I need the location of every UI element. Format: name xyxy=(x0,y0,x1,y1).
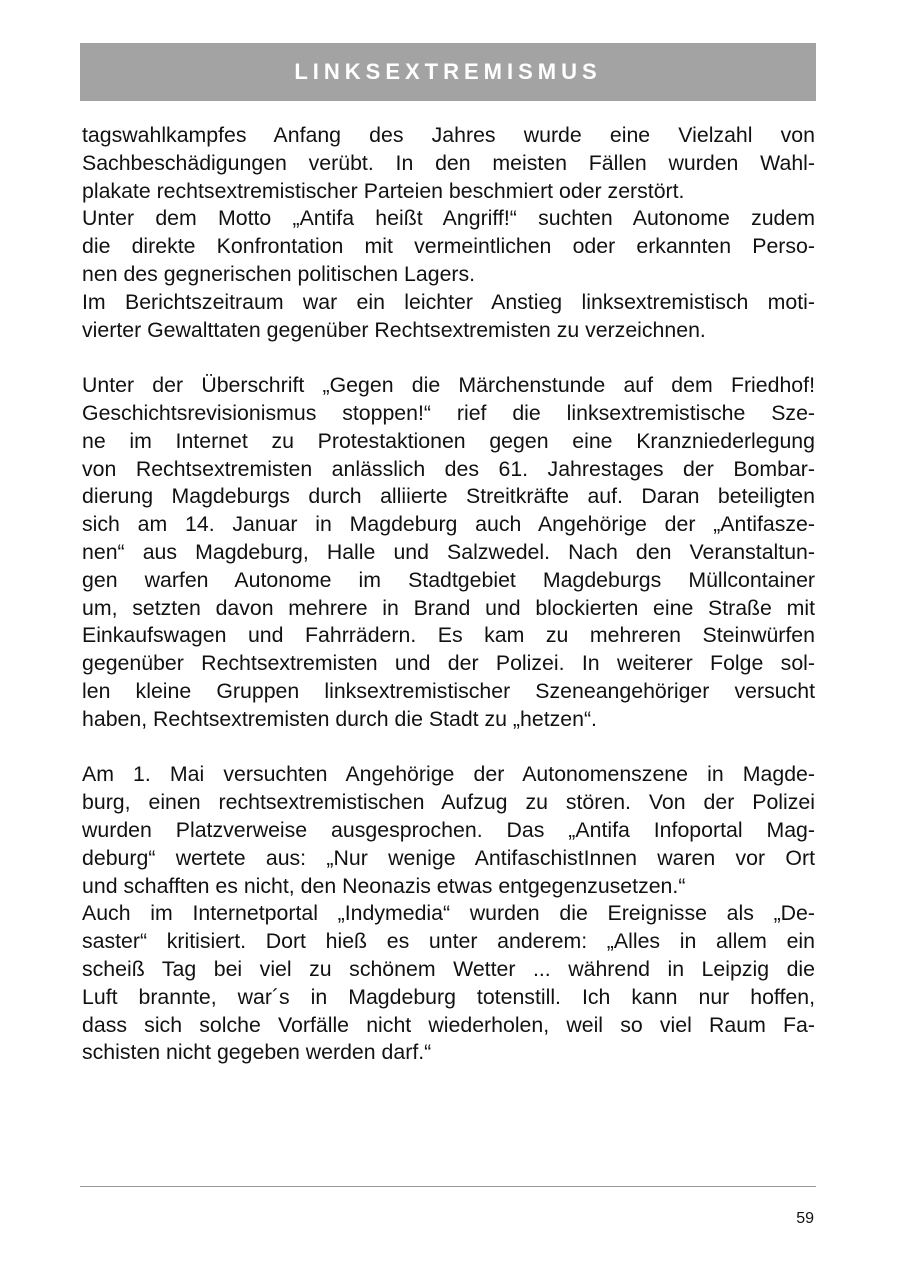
text-line: len kleine Gruppen linksextremistischer Szeneangehöriger versucht xyxy=(82,678,815,703)
text-line: dass sich solche Vorfälle nicht wiederholen, weil so viel Raum Fa- xyxy=(82,1012,815,1037)
text-line: Unter dem Motto „Antifa heißt Angriff!“ suchten Autonome zudem xyxy=(82,206,815,231)
text-line: Am 1. Mai versuchten Angehörige der Autonomenszene in Magde- xyxy=(82,762,815,787)
text-line: deburg“ wertete aus: „Nur wenige AntifaschistInnen waren vor Ort xyxy=(82,845,815,870)
text-line: um, setzten davon mehrere in Brand und blockierten eine Straße mit xyxy=(82,595,815,620)
body-text xyxy=(82,122,815,1067)
paragraph-gap xyxy=(82,344,815,372)
text-line: und schafften es nicht, den Neonazis etwas entgegenzusetzen.“ xyxy=(82,873,686,898)
text-line: schisten nicht gegeben werden darf.“ xyxy=(82,1040,432,1065)
text-line: dierung Magdeburgs durch alliierte Streitkräfte auf. Daran beteiligten xyxy=(82,484,815,509)
text-line: nen des gegnerischen politischen Lagers. xyxy=(82,261,476,286)
text-line: wurden Platzverweise ausgesprochen. Das „Antifa Infoportal Mag- xyxy=(82,817,815,842)
text-line: Geschichtsrevisionismus stoppen!“ rief die linksextremistische Sze- xyxy=(82,400,815,425)
section-header xyxy=(80,43,816,101)
text-line: sich am 14. Januar in Magdeburg auch Angehörige der „Antifasze- xyxy=(82,512,815,537)
text-line: scheiß Tag bei viel zu schönem Wetter ... während in Leipzig die xyxy=(82,956,815,981)
text-line: Luft brannte, war´s in Magdeburg totenstill. Ich kann nur hoffen, xyxy=(82,984,815,1009)
paragraph xyxy=(82,122,815,344)
text-line: Sachbeschädigungen verübt. In den meisten Fällen wurden Wahl- xyxy=(82,150,815,175)
text-line: Unter der Überschrift „Gegen die Märchenstunde auf dem Friedhof! xyxy=(82,373,815,398)
text-line: die direkte Konfrontation mit vermeintlichen oder erkannten Perso- xyxy=(82,234,815,259)
footer-divider xyxy=(80,1186,816,1187)
page-number: 59 xyxy=(796,1210,814,1227)
text-line: nen“ aus Magdeburg, Halle und Salzwedel. Nach den Veranstaltun- xyxy=(82,539,815,564)
paragraph-gap xyxy=(82,734,815,762)
text-line: Im Berichtszeitraum war ein leichter Anstieg linksextremistisch moti- xyxy=(82,289,815,314)
text-line: gen warfen Autonome im Stadtgebiet Magdeburgs Müllcontainer xyxy=(82,567,815,592)
text-line: gegenüber Rechtsextremisten und der Polizei. In weiterer Folge sol- xyxy=(82,651,815,676)
text-line: saster“ kritisiert. Dort hieß es unter anderem: „Alles in allem ein xyxy=(82,929,815,954)
text-line: Einkaufswagen und Fahrrädern. Es kam zu mehreren Steinwürfen xyxy=(82,623,815,648)
paragraph xyxy=(82,372,815,733)
text-line: von Rechtsextremisten anlässlich des 61. Jahrestages der Bombar- xyxy=(82,456,815,481)
text-line: plakate rechtsextremistischer Parteien beschmiert oder zerstört. xyxy=(82,178,685,203)
text-line: burg, einen rechtsextremistischen Aufzug zu stören. Von der Polizei xyxy=(82,790,815,815)
text-line: haben, Rechtsextremisten durch die Stadt zu „hetzen“. xyxy=(82,706,597,731)
paragraph xyxy=(82,761,815,1067)
text-line: tagswahlkampfes Anfang des Jahres wurde eine Vielzahl von xyxy=(82,123,815,147)
text-line: Auch im Internetportal „Indymedia“ wurden die Ereignisse als „De- xyxy=(82,901,815,926)
text-line: ne im Internet zu Protestaktionen gegen eine Kranzniederlegung xyxy=(82,428,815,453)
section-title: LINKSEXTREMISMUS xyxy=(294,59,602,84)
text-line: vierter Gewalttaten gegenüber Rechtsextremisten zu verzeichnen. xyxy=(82,317,706,342)
